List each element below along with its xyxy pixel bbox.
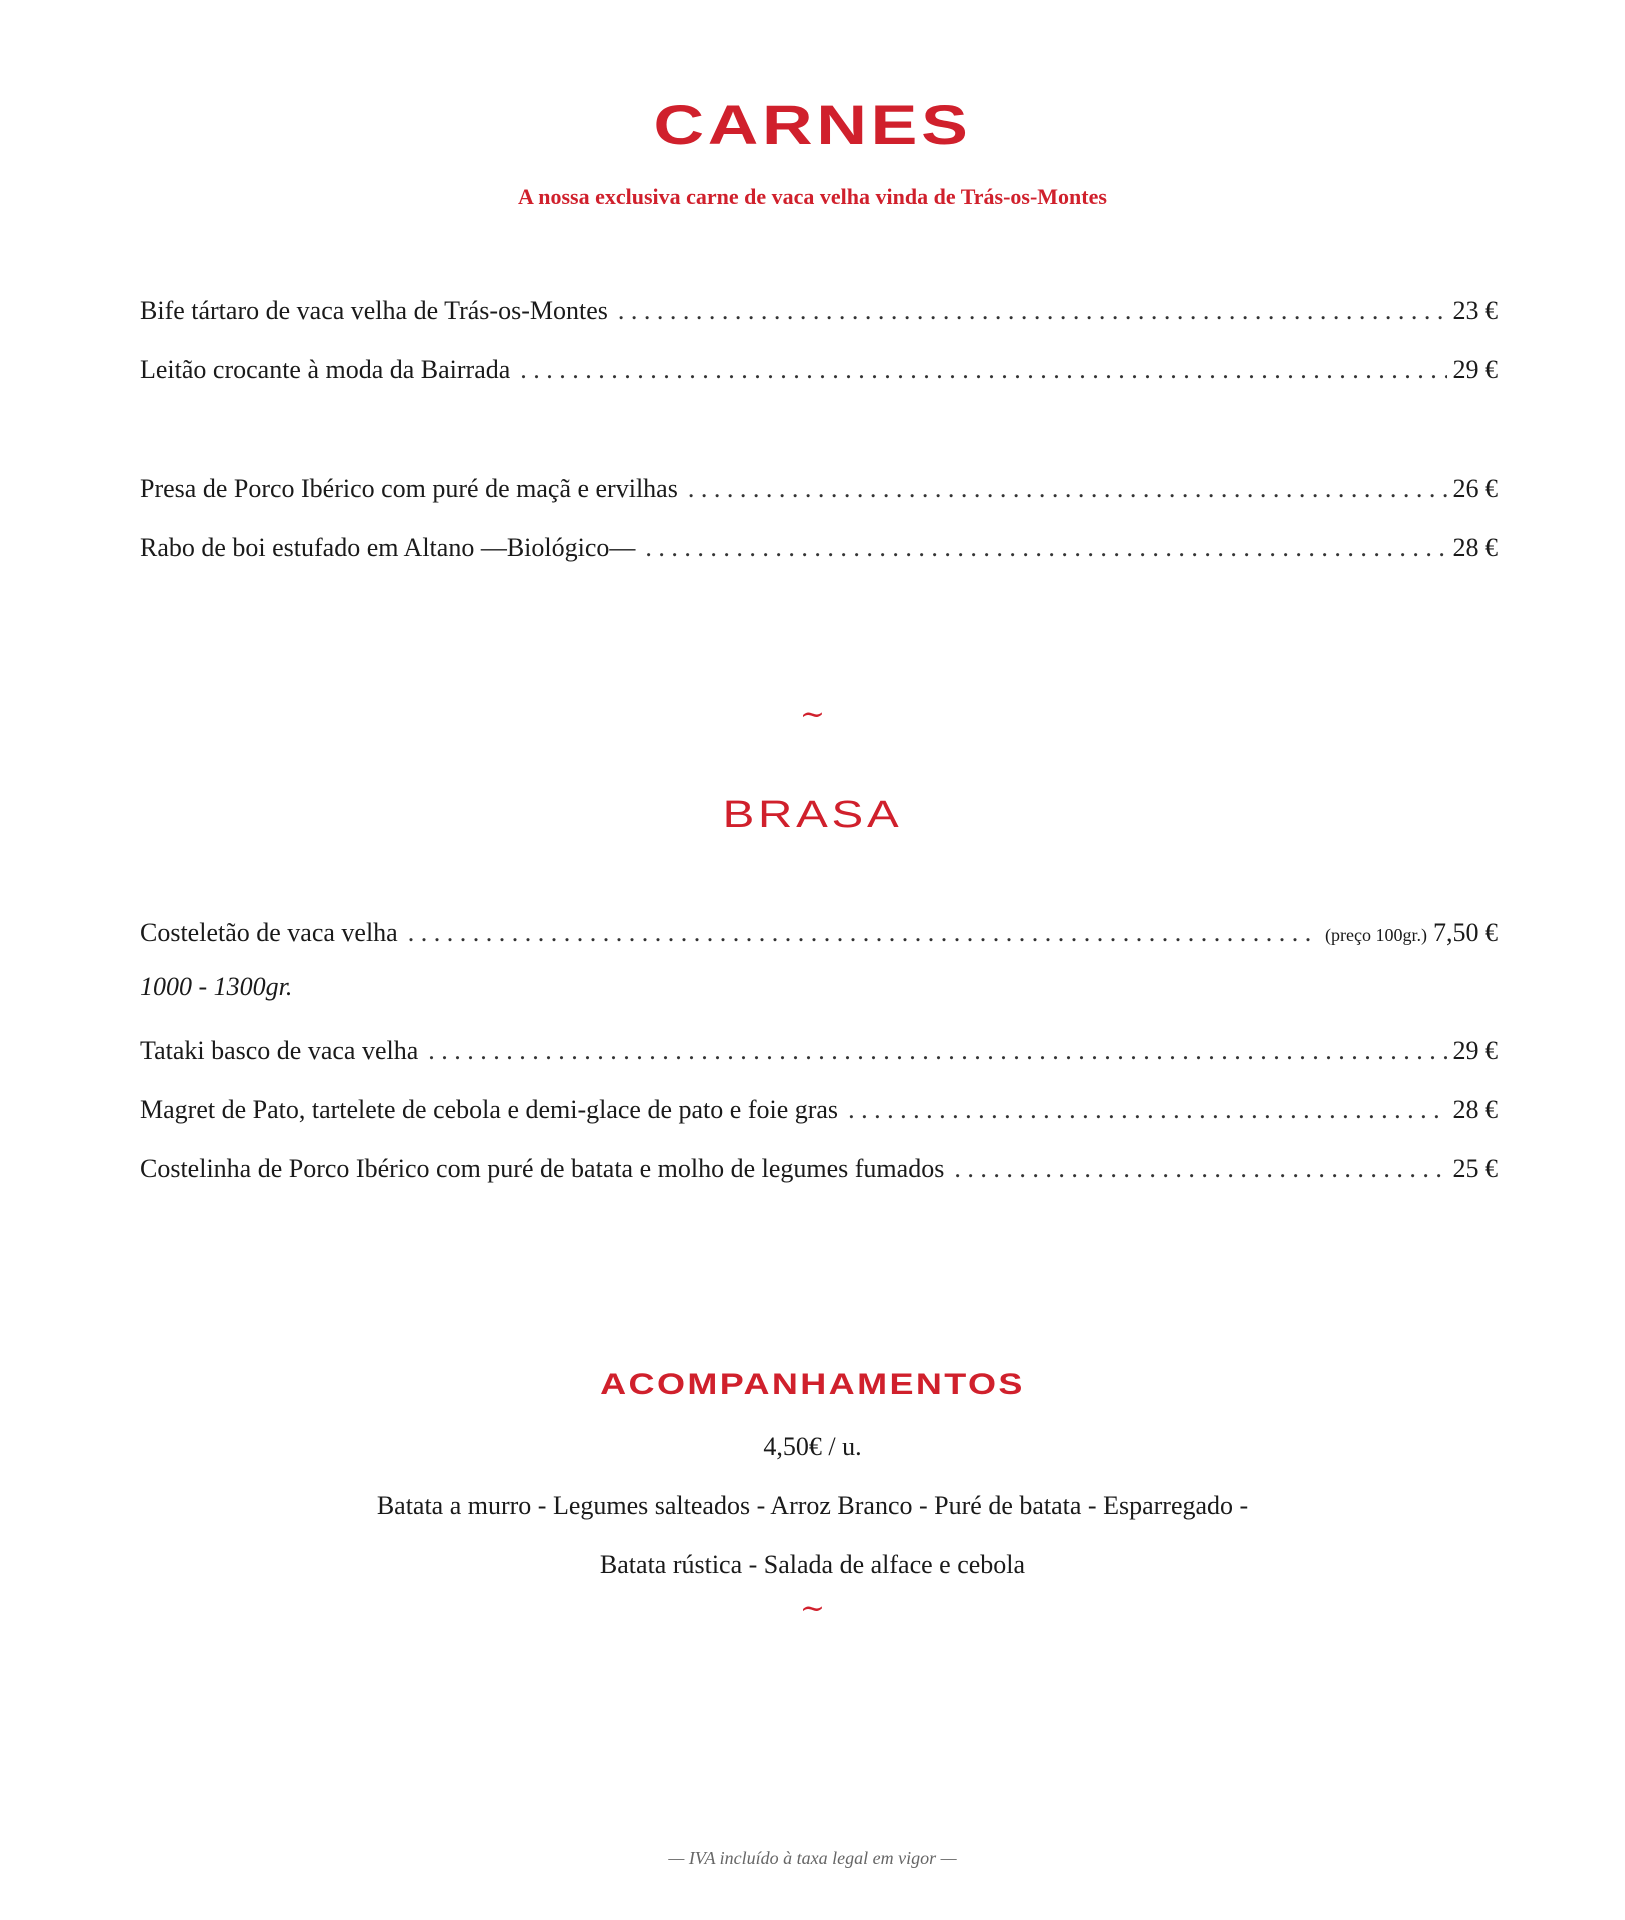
dot-leader xyxy=(618,296,1447,326)
menu-item-name: Magret de Pato, tartelete de cebola e demi-glace de pato e foie gras xyxy=(140,1095,839,1124)
menu-item-price: 25 € xyxy=(1452,1154,1498,1183)
menu-item-price: 26 € xyxy=(1452,474,1498,503)
menu-item xyxy=(140,355,1498,385)
menu-item xyxy=(140,1036,1498,1066)
tilde-ornament-icon: ~ xyxy=(799,697,826,732)
menu-item-name: Presa de Porco Ibérico com puré de maçã e ervilhas xyxy=(140,474,678,503)
dot-leader xyxy=(408,918,1319,948)
menu-item xyxy=(140,918,1498,948)
menu-item xyxy=(140,296,1498,326)
section-title-brasa: BRASA xyxy=(722,794,903,836)
dot-leader xyxy=(848,1095,1446,1125)
acompanhamentos-line-2: Batata rústica - Salada de alface e cebola xyxy=(599,1550,1026,1579)
menu-item-price: 28 € xyxy=(1452,533,1498,562)
dot-leader xyxy=(688,474,1447,504)
menu-item xyxy=(140,1154,1498,1184)
tilde-ornament-icon: ~ xyxy=(799,1591,826,1626)
menu-item xyxy=(140,1095,1498,1125)
menu-item-note: (preço 100gr.) xyxy=(1325,925,1427,945)
menu-item-price: 23 € xyxy=(1452,296,1498,325)
vat-footer: — IVA incluído à taxa legal em vigor — xyxy=(668,1848,957,1868)
dot-leader xyxy=(520,355,1446,385)
menu-item-name: Leitão crocante à moda da Bairrada xyxy=(140,355,511,384)
menu-item-price: 28 € xyxy=(1452,1095,1498,1124)
menu-item-name: Costeletão de vaca velha xyxy=(140,918,398,947)
dot-leader xyxy=(954,1154,1446,1184)
menu-item-name: Tataki basco de vaca velha xyxy=(140,1036,419,1065)
acompanhamentos-price: 4,50€ / u. xyxy=(763,1432,862,1461)
menu-item-price: 29 € xyxy=(1452,355,1498,384)
menu-item-name: Costelinha de Porco Ibérico com puré de batata e molho de legumes fumados xyxy=(140,1154,945,1183)
acompanhamentos-line-1: Batata a murro - Legumes salteados - Arroz Branco - Puré de batata - Esparregado - xyxy=(376,1491,1249,1520)
menu-item xyxy=(140,533,1498,563)
menu-item-name: Bife tártaro de vaca velha de Trás-os-Montes xyxy=(140,296,608,325)
menu-item xyxy=(140,474,1498,504)
section-title-carnes: CARNES xyxy=(653,93,972,156)
section-title-acompanhamentos: ACOMPANHAMENTOS xyxy=(600,1368,1025,1401)
menu-item-price: 29 € xyxy=(1452,1036,1498,1065)
carnes-subtitle: A nossa exclusiva carne de vaca velha vinda de Trás-os-Montes xyxy=(518,184,1107,209)
menu-item-name: Rabo de boi estufado em Altano —Biológico— xyxy=(140,533,636,562)
dot-leader xyxy=(645,533,1446,563)
menu-item-weight: 1000 - 1300gr. xyxy=(140,972,293,1001)
dot-leader xyxy=(428,1036,1446,1066)
menu-item-price: 7,50 € xyxy=(1433,918,1498,947)
